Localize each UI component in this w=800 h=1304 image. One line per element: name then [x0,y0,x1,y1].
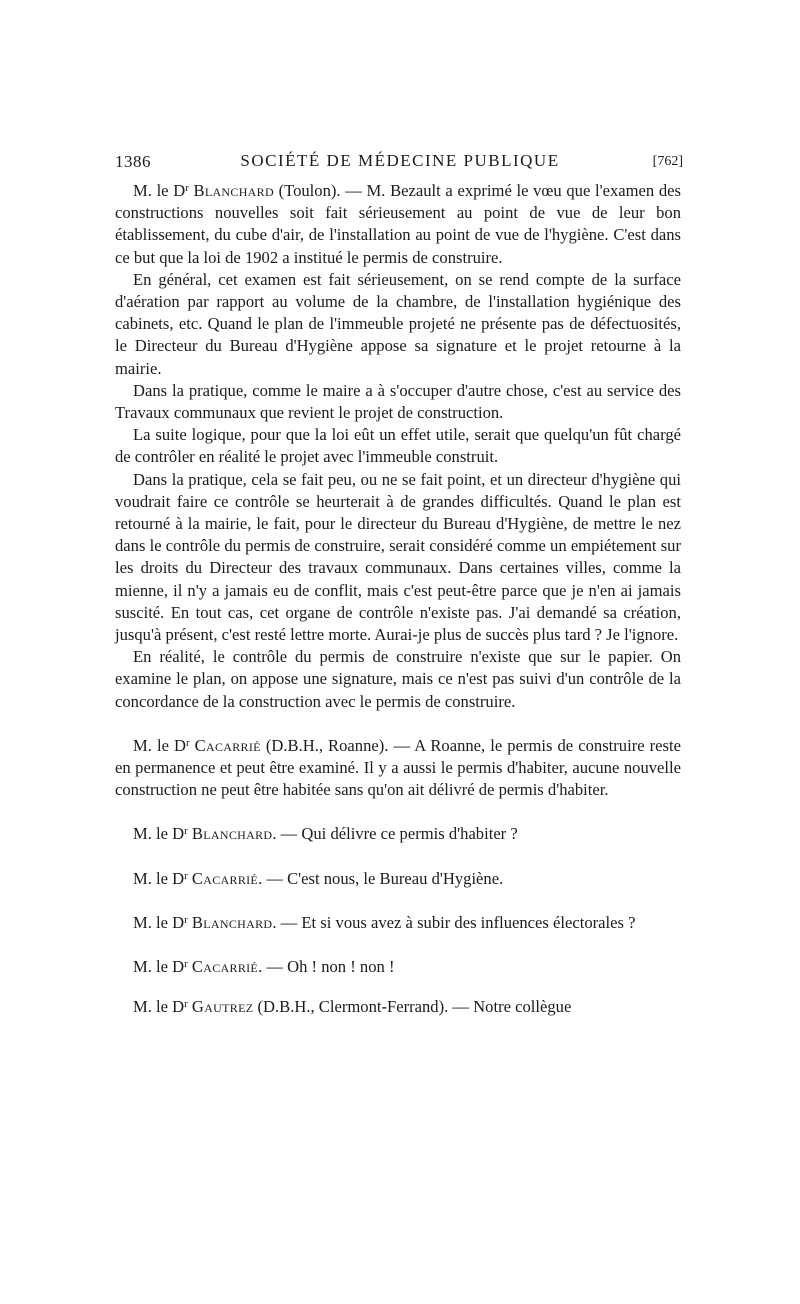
paragraph: En général, cet examen est fait sérieusement, on se rend compte de la surface d'aération par rapport au volume de la chambre, de l'installation hygiénique des cabinets, etc. Quand le plan de l'immeuble projeté ne présente pas de défectuosités, le Directeur du Bureau d'Hygiène appose sa signature et le projet retourne à la mairie. [115,269,681,378]
speaker-name: Cacarrié [191,868,259,888]
paragraph: M. le $D^r$ Gautrez (D.B.H., Clermont-Ferrand). — Notre collègue [133,997,572,1017]
paragraph: M. le $D^r$ Cacarrié. — C'est nous, le Bureau d'Hygiène. [133,868,504,888]
body-text [115,180,681,1019]
speaker-name: Blanchard [191,824,273,844]
speaker-name: Gautrez [191,997,254,1017]
running-title: SOCIÉTÉ DE MÉDECINE PUBLIQUE [240,151,560,170]
paragraph: Dans la pratique, comme le maire a à s'occuper d'autre chose, c'est au service des Travaux communaux que revient le projet de construction. [115,380,681,423]
paragraph: En réalité, le contrôle du permis de construire n'existe que sur le papier. On examine le plan, on appose une signature, mais ce n'est pas suivi d'un contrôle de la concordance de la construction avec le permis de construire. [115,647,681,711]
speaker-name: Cacarrié [194,735,261,755]
paragraph: M. le $D^r$ Blanchard. — Et si vous avez à subir des influences électorales ? [133,912,636,932]
speaker-name: Cacarrié [191,957,259,977]
speaker-name: Blanchard [193,181,274,200]
paragraph: M. le $D^r$ Cacarrié (D.B.H., Roanne). — A Roanne, le permis de construire reste en permanence et peut être examiné. Il y a aussi le permis d'habiter, aucune nouvelle construction ne peut être habitée sans qu'on ait délivré de permis d'habiter. [115,735,681,800]
running-header [115,148,685,178]
paragraph: M. le $D^r$ Cacarrié. — Oh ! non ! non ! [133,957,395,977]
page-reference: [762] [652,154,683,169]
speaker-name: Blanchard [191,912,273,932]
page-number: 1386 [115,152,151,171]
paragraph: Dans la pratique, cela se fait peu, ou ne se fait point, et un directeur d'hygiène qui voudrait faire ce contrôle se heurterait à de grandes difficultés. Quand le plan est retourné à la mairie, le fait, pour le directeur du Bureau d'Hygiène, de mettre le nez dans le contrôle du permis de construire, serait considéré comme un empiétement sur les droits du Directeur des travaux communaux. Dans certaines villes, comme la mienne, il n'y a jamais eu de conflit, mais c'est peut-être parce que je n'en ai jamais suscité. En tout cas, cet organe de contrôle n'existe pas. J'ai demandé sa création, jusqu'à présent, c'est resté lettre morte. Aurai-je plus de succès plus tard ? Je l'ignore. [115,469,681,645]
paragraph: M. le $D^r$ Blanchard. — Qui délivre ce permis d'habiter ? [133,824,518,844]
paragraph: La suite logique, pour que la loi eût un effet utile, serait que quelqu'un fût chargé de contrôler en réalité le projet avec l'immeuble construit. [115,425,681,467]
paragraph: M. le $D^r$ Blanchard (Toulon). — M. Bezault a exprimé le vœu que l'examen des constructions nouvelles soit fait sérieusement au point de vue de leur bon établissement, du cube d'air, de l'installation au point de vue de l'hygiène. C'est dans ce but que la loi de 1902 a institué le permis de construire. [115,181,681,267]
